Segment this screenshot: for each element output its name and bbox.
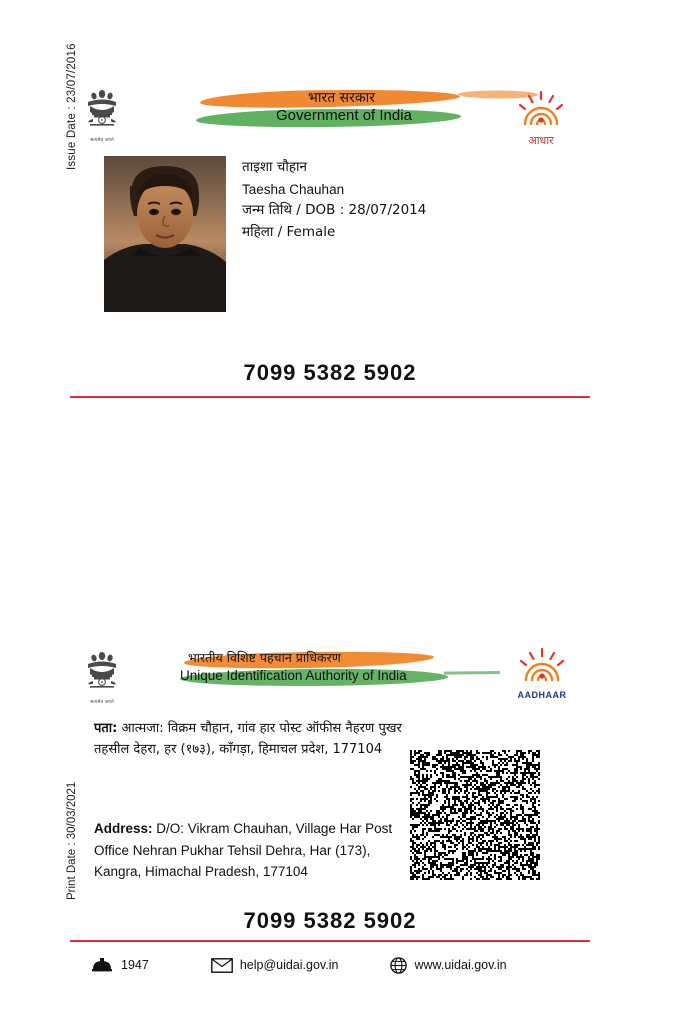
address-hindi <box>94 718 414 761</box>
address-hindi-value: आत्मजा: विक्रम चौहान, गांव हार पोस्ट ऑफीस नैहरण पुखर तहसील देहरा, हर (१७३), काँगड़ा, हिमाचल प्रदेश, 177104 <box>94 721 402 758</box>
phone-number: 1947 <box>121 958 149 972</box>
footer-contacts <box>76 950 586 980</box>
holder-name-hindi: ताइशा चौहान <box>242 159 308 175</box>
front-red-rule <box>70 396 590 398</box>
footer-phone <box>90 957 149 973</box>
envelope-icon <box>211 958 233 973</box>
email-address: help@uidai.gov.in <box>239 958 339 972</box>
date-of-birth: जन्म तिथि / DOB : 28/07/2014 <box>242 202 427 219</box>
website-url: www.uidai.gov.in <box>414 958 507 972</box>
aadhaar-back-card <box>66 640 590 990</box>
aadhaar-logo-word-english: AADHAAR <box>517 690 567 700</box>
national-emblem-icon-back <box>80 648 124 710</box>
national-emblem-icon <box>80 86 124 148</box>
aadhaar-logo-icon-back <box>502 648 582 700</box>
address-english-value: D/O: Vikram Chauhan, Village Har Post Office Nehran Pukhar Tehsil Dehra, Har (173), Kangra, Himachal Pradesh, 177104 <box>94 821 393 880</box>
aadhaar-number-back: 7099 5382 5902 <box>243 908 417 933</box>
uidai-hindi-text: भारतीय विशिष्ट पहचान प्राधिकरण <box>188 650 341 665</box>
gender: महिला / Female <box>242 223 336 240</box>
emblem-caption: सत्यमेव जयते <box>90 137 114 142</box>
uidai-english-text: Unique Identification Authority of India <box>180 668 407 683</box>
government-of-india-header <box>190 88 490 136</box>
photo <box>104 156 226 312</box>
qr-code <box>410 750 540 880</box>
aadhaar-logo-icon <box>502 90 580 147</box>
header-hindi-text: भारत सरकार <box>308 90 375 106</box>
uidai-header <box>180 650 510 696</box>
phone-icon <box>90 957 114 973</box>
print-date: Print Date : 30/03/2021 <box>66 781 78 900</box>
issue-date: Issue Date : 23/07/2016 <box>66 43 78 170</box>
address-hindi-label: पता: <box>94 721 118 736</box>
holder-name-english: Taesha Chauhan <box>242 181 345 197</box>
holder-details <box>242 158 542 244</box>
aadhaar-number-front: 7099 5382 5902 <box>243 360 417 385</box>
aadhaar-front-card <box>66 43 590 408</box>
address-english <box>94 818 394 883</box>
emblem-caption-back: सत्यमेव जयते <box>90 699 114 704</box>
footer-email[interactable] <box>211 958 339 973</box>
footer-website[interactable] <box>390 957 506 974</box>
address-english-label: Address: <box>94 821 153 836</box>
globe-icon <box>390 957 407 974</box>
aadhaar-logo-word: आधार <box>528 134 554 147</box>
header-english-text: Government of India <box>276 107 412 124</box>
back-red-rule <box>70 940 590 942</box>
